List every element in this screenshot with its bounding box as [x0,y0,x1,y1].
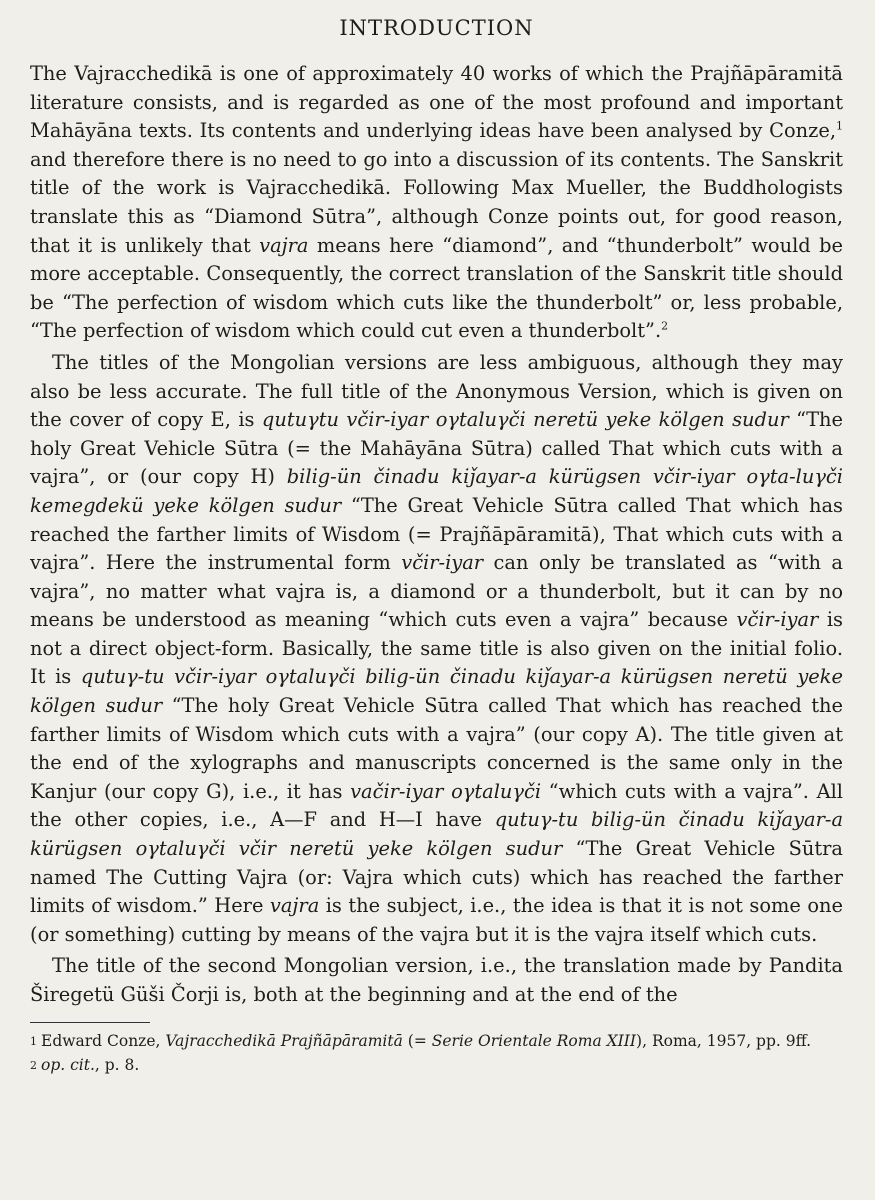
paragraph-1 [30,60,843,346]
paragraph-2 [30,349,843,949]
footnote-1 [30,1029,843,1053]
italic-title: qutuγ-tu včir-iyar oγtaluγči bilig-ün činadu kiǰayar-a kürügsen neretü yeke kölgen sudur [30,665,843,718]
text-run: can only be translated as “with a vajra”, no matter what vajra is, a diamond or a thunderbolt, but it can by no means be understood as meaning “which cuts even a vajra” because [30,551,843,632]
text-run: is not a direct object-form. Basically, the same title is also given on the initial folio. It is [30,608,843,689]
text-run: Edward Conze, [41,1031,166,1050]
footnote-divider [30,1022,150,1023]
italic-title: qutuγtu včir-iyar oγtaluγči neretü yeke kölgen sudur [261,408,789,432]
italic-title: qutuγ-tu bilig-ün činadu kiǰayar-a kürügsen oγtaluγči včir neretü yeke kölgen sudur [30,808,844,861]
page-title: INTRODUCTION [339,16,534,40]
italic-title: bilig-ün činadu kiǰayar-a kürügsen včir-iyar oγta-luγči kemegdekü yeke kölgen sudur [30,465,843,517]
text-run: is the subject, i.e., the idea is that it is not some one (or something) cutting by means of the vajra but it is the vajra itself which cuts. [30,894,844,946]
text-run: “The holy Great Vehicle Sūtra (= the Mahāyāna Sūtra) called That which cuts with a vajra”, or (our copy H) [30,408,843,489]
footnote-number: 2 [30,1058,37,1072]
footnote-ref-2[interactable]: 2 [661,319,669,333]
text-run: The Vajracchedikā is one of approximately 40 works of which the Prajñāpāramitā literature consists, and is regarded as one of the most profound and important Mahāyāna texts. Its contents and underlying ideas have been analysed by Conze, [30,62,843,143]
text-run: , p. 8. [94,1055,140,1074]
italic-title: Vajracchedikā Prajñāpāramitā [165,1031,403,1050]
italic-abbrev: op. cit. [41,1055,95,1074]
footnote-ref-1[interactable]: 1 [836,119,843,133]
text-run: “The Great Vehicle Sūtra called That which has reached the farther limits of Wisdom (= Prajñāpāramitā), That which cuts with a vajra”. Here the instrumental form [30,493,843,575]
text-run: The titles of the Mongolian versions are less ambiguous, although they may also be less accurate. The full title of the Anonymous Version, which is given on the cover of copy E, is [30,350,843,432]
text-run: “The Great Vehicle Sūtra named The Cutting Vajra (or: Vajra which cuts) which has reached the farther limits of wisdom.” Here [30,837,843,918]
text-run: means here “diamond”, and “thunderbolt” would be more acceptable. Consequently, the correct translation of the Sanskrit title should be “The perfection of wisdom which cuts like the thunderbolt” or, less probable, “The perfection of wisdom which could cut even a thunderbolt”. [30,233,843,343]
text-run: “The holy Great Vehicle Sūtra called That which has reached the farther limits of Wisdom which cuts with a vajra” (our copy A). The title given at the end of the xylographs and manuscripts concerned is the same only in the Kanjur (our copy G), i.e., it has [30,694,843,803]
text-run: “which cuts with a vajra”. All the other copies, i.e., A—F and H—I have [30,779,843,832]
italic-term: vajra [259,233,309,257]
italic-term: včir-iyar [736,608,819,632]
italic-term: vačir-iyar oγtaluγči [350,779,542,803]
italic-term: včir-iyar [401,551,484,575]
italic-series: Serie Orientale Roma XIII [431,1031,637,1050]
footnote-2 [30,1053,843,1077]
paragraph-3: The title of the second Mongolian version, i.e., the translation made by Pandita Širegetü Güši Čorji is, both at the beginning and at the end of the [30,954,843,1006]
text-run: ), Roma, 1957, pp. 9ff. [636,1031,811,1050]
text-run: and therefore there is no need to go into a discussion of its contents. The Sanskrit title of the work is Vajracchedikā. Following Max Mueller, the Buddhologists translate this as “Diamond Sūtra”, although Conze points out, for good reason, that it is unlikely that [30,147,843,257]
italic-term: vajra [269,894,320,918]
footnote-number: 1 [30,1034,37,1048]
text-run: (= [402,1031,432,1050]
